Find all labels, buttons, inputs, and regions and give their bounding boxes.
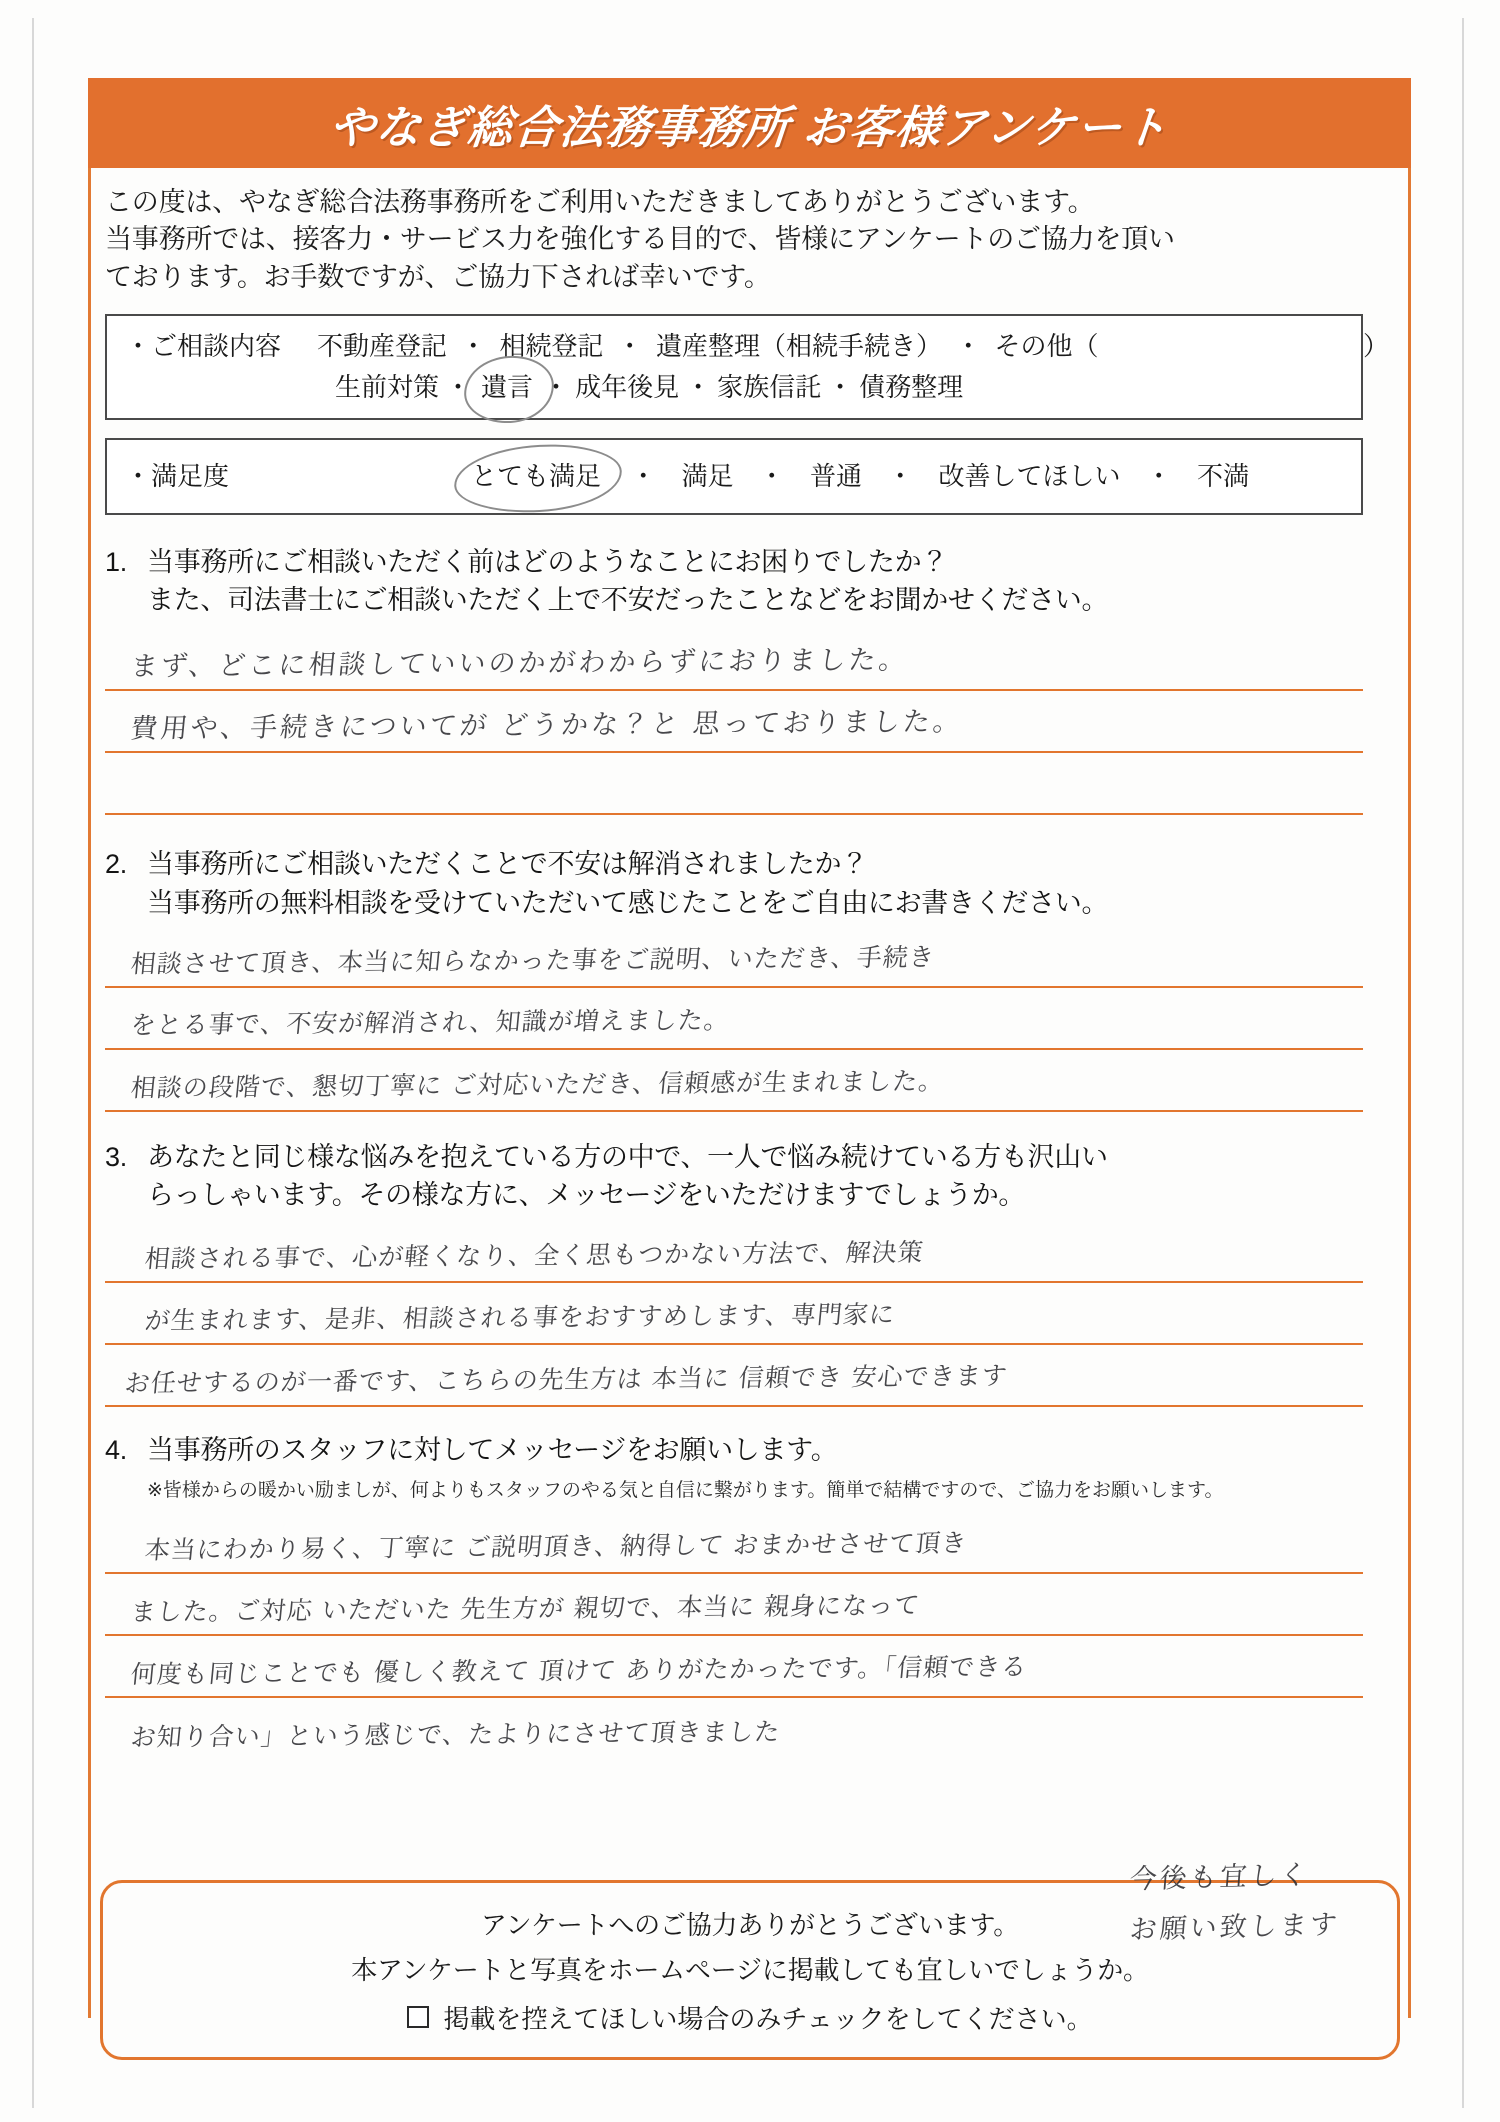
handwritten-answer-text: お知り合い」という感じで、たよりにさせて頂きました <box>129 1717 782 1752</box>
answer-line[interactable] <box>105 988 1363 1050</box>
separator-dot: ・ <box>887 460 914 491</box>
separator-dot: ・ <box>460 330 487 361</box>
handwritten-answer-text: 本当にわかり易く、丁寧に ご説明頂き、納得して おまかせさせて頂き <box>143 1528 969 1565</box>
option-other-suffix: ） <box>1362 330 1389 361</box>
intro-line-3: ております。お手数ですが、ご協力下されば幸いです。 <box>105 261 771 292</box>
answer-line[interactable] <box>105 753 1363 815</box>
answer-line[interactable] <box>105 1283 1363 1345</box>
footer-checkbox-row[interactable] <box>407 1999 1092 2036</box>
satisfaction-option-needs-improvement[interactable]: 改善してほしい <box>938 460 1121 491</box>
handwritten-answer-text: 相談させて頂き、本当に知らなかった事をご説明、いただき、手続き <box>129 942 937 979</box>
question-3-number: 3. <box>105 1142 127 1173</box>
separator-dot: ・ <box>543 371 570 402</box>
question-1-answer-area[interactable] <box>105 629 1363 815</box>
page-title: やなぎ総合法務事務所 お客様アンケート <box>327 101 1171 153</box>
answer-line[interactable] <box>105 1636 1363 1698</box>
satisfaction-label: ・満足度 <box>125 460 230 491</box>
question-3-heading <box>105 1138 1408 1215</box>
question-2-line-2: 当事務所の無料相談を受けていただいて感じたことをご自由にお書きください。 <box>147 887 1109 918</box>
separator-dot: ・ <box>827 371 854 402</box>
answer-line[interactable] <box>105 1574 1363 1636</box>
question-2-line-1: 当事務所にご相談いただくことで不安は解消されましたか？ <box>147 849 868 880</box>
intro-paragraph <box>105 184 1408 296</box>
scan-edge-right <box>1462 18 1464 2108</box>
question-1-heading <box>105 543 1408 620</box>
separator-dot: ・ <box>955 330 982 361</box>
option-family-trust[interactable]: 家族信託 <box>717 371 822 402</box>
answer-line[interactable] <box>105 926 1363 988</box>
option-estate-settlement[interactable]: 遺産整理（相続手続き） <box>656 330 943 361</box>
question-2-answer-area[interactable] <box>105 926 1363 1112</box>
handwritten-answer-text: 何度も同じことでも 優しく教えて 頂けて ありがたかったです。「信頼できる <box>129 1652 1029 1689</box>
handwritten-answer-text: 相談される事で、心が軽くなり、全く思もつかない方法で、解決策 <box>143 1237 926 1274</box>
opt-out-checkbox[interactable] <box>407 2006 429 2028</box>
question-3 <box>105 1138 1408 1215</box>
intro-line-1: この度は、やなぎ総合法務事務所をご利用いただきましてありがとうございます。 <box>105 187 1095 217</box>
answer-line[interactable] <box>105 1050 1363 1112</box>
question-3-answer-area[interactable] <box>105 1221 1363 1407</box>
answer-line[interactable] <box>105 691 1363 753</box>
separator-dot: ・ <box>445 371 472 402</box>
handwritten-answer-text: 費用や、手続きについてが どうかな？と 思っておりました。 <box>129 706 965 746</box>
option-inheritance-registration[interactable]: 相続登記 <box>499 330 604 361</box>
question-1-number: 1. <box>105 546 127 577</box>
question-4-answer-area[interactable] <box>105 1512 1363 1760</box>
question-1-text <box>147 543 1408 620</box>
separator-dot: ・ <box>1145 460 1172 491</box>
separator-dot: ・ <box>758 460 785 491</box>
separator-dot: ・ <box>616 330 643 361</box>
option-adult-guardianship[interactable]: 成年後見 <box>575 371 680 402</box>
separator-dot: ・ <box>685 371 712 402</box>
separator-dot: ・ <box>630 460 657 491</box>
handwritten-answer-text: が生まれます、是非、相談される事をおすすめします、専門家に <box>143 1299 897 1336</box>
page-rule-right <box>1408 78 1411 2018</box>
handwritten-answer-text: お任せするのが一番です、こちらの先生方は 本当に 信頼でき 安心できます <box>123 1360 1010 1398</box>
answer-line[interactable] <box>105 1512 1363 1574</box>
scan-edge-left <box>32 18 34 2108</box>
answer-line[interactable] <box>105 1221 1363 1283</box>
question-4-line-1: 当事務所のスタッフに対してメッセージをお願いします。 <box>147 1434 838 1465</box>
question-4 <box>105 1431 1408 1502</box>
question-2-text <box>147 845 1408 922</box>
footer-permission-line: 本アンケートと写真をホームページに掲載しても宜しいでしょうか。 <box>351 1954 1149 1985</box>
question-1-line-2: また、司法書士にご相談いただく上で不安だったことなどをお聞かせください。 <box>147 585 1109 616</box>
opt-out-checkbox-label: 掲載を控えてほしい場合のみチェックをしてください。 <box>443 2003 1093 2034</box>
question-2-heading <box>105 845 1408 922</box>
consultation-label: ・ご相談内容 <box>125 330 282 361</box>
intro-line-2: 当事務所では、接客力・サービス力を強化する目的で、皆様にアンケートのご協力を頂い <box>105 224 1175 255</box>
option-pre-death-planning[interactable]: 生前対策 <box>335 371 440 402</box>
satisfaction-options <box>317 457 1361 496</box>
answer-line[interactable] <box>105 1345 1363 1407</box>
consultation-row-1 <box>107 326 1389 367</box>
question-2-number: 2. <box>105 849 127 880</box>
option-other-prefix: その他（ <box>994 330 1099 361</box>
satisfaction-option-normal[interactable]: 普通 <box>810 460 863 491</box>
consultation-row-2 <box>107 367 1361 408</box>
question-3-line-1: あなたと同じ様な悩みを抱えている方の中で、一人で悩み続けている方も沢山い <box>147 1142 1108 1173</box>
handwritten-answer-text: ました。ご対応 いただいた 先生方が 親切で、本当に 親身になって <box>129 1590 922 1627</box>
answer-line[interactable] <box>105 1698 1363 1760</box>
satisfaction-row <box>107 456 1361 497</box>
satisfaction-option-dissatisfied[interactable]: 不満 <box>1197 460 1250 491</box>
satisfaction-option-satisfied[interactable]: 満足 <box>681 460 734 491</box>
handwritten-overflow-text: 今後も宜しく <box>1128 1859 1311 1896</box>
option-real-estate-registration[interactable]: 不動産登記 <box>317 330 448 361</box>
question-2 <box>105 845 1408 922</box>
satisfaction-box <box>105 438 1363 515</box>
option-debt-settlement[interactable]: 債務整理 <box>859 371 964 402</box>
question-4-number: 4. <box>105 1434 127 1465</box>
question-4-heading <box>105 1431 1408 1469</box>
question-4-text <box>147 1431 1408 1469</box>
handwritten-answer-text: まず、どこに相談していいのかがわからずにおりました。 <box>129 645 911 683</box>
question-1 <box>105 543 1408 620</box>
footer-thanks-line: アンケートへのご協力ありがとうございます。 <box>480 1909 1020 1940</box>
question-3-line-2: らっしゃいます。その様な方に、メッセージをいただけますでしょうか。 <box>147 1180 1026 1211</box>
satisfaction-option-very-satisfied[interactable]: とても満足 <box>467 457 605 496</box>
consultation-content-box <box>105 314 1389 420</box>
handwritten-answer-text: をとる事で、不安が解消され、知識が増えました。 <box>129 1005 732 1040</box>
handwritten-answer-text: 相談の段階で、懇切丁寧に ご対応いただき、信頼感が生まれました。 <box>129 1066 946 1103</box>
consultation-options-row-1 <box>317 327 1389 366</box>
content-column <box>91 168 1408 1760</box>
option-will-selected[interactable]: 遺言 <box>477 368 537 407</box>
question-3-text <box>147 1138 1408 1215</box>
header-banner <box>88 78 1411 168</box>
question-1-line-1: 当事務所にご相談いただく前はどのようなことにお困りでしたか？ <box>147 546 948 577</box>
answer-line[interactable] <box>105 629 1363 691</box>
question-4-note: ※皆様からの暖かい励ましが、何よりもスタッフのやる気と自信に繋がります。簡単で結構ですので、ご協力をお願いします。 <box>147 1480 1224 1502</box>
handwritten-overflow-text: お願い致します <box>1128 1909 1341 1946</box>
